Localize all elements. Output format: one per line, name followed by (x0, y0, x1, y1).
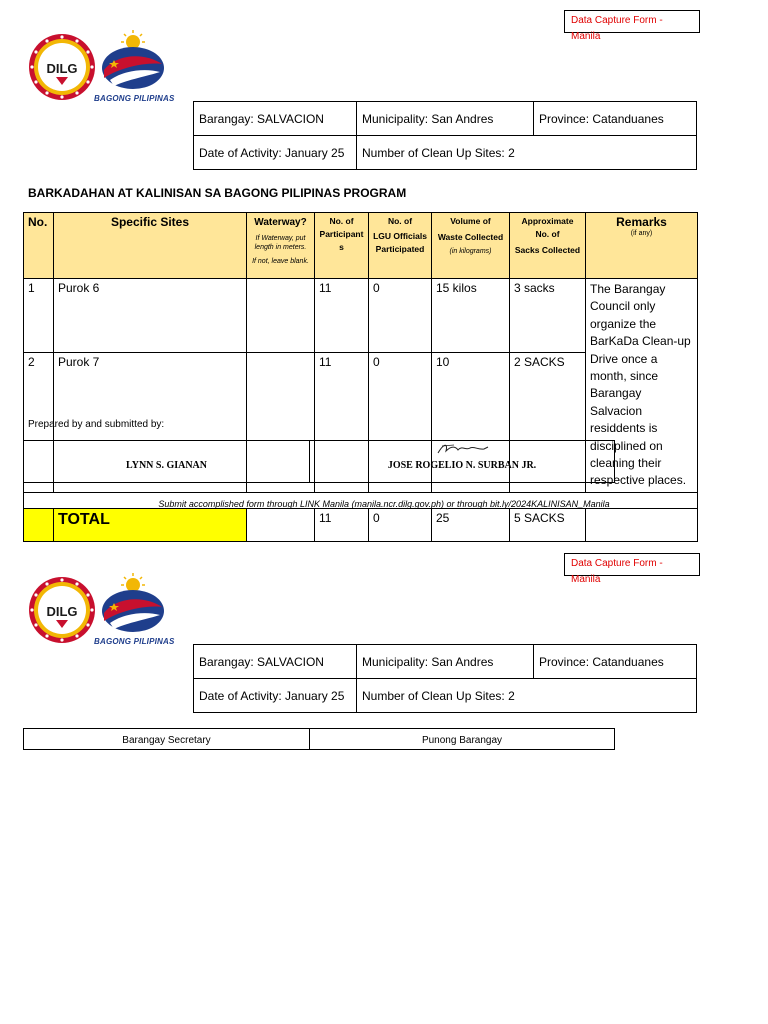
header-lgu: No. of LGU Officials Participated (369, 213, 432, 279)
header-participants: No. of Participant s (315, 213, 369, 279)
signatory-right: JOSE ROGELIO N. SURBAN JR. (310, 441, 615, 483)
sites-count-cell-2: Number of Clean Up Sites: 2 (357, 679, 697, 713)
date-cell: Date of Activity: January 25 (194, 136, 357, 170)
total-label: TOTAL (54, 508, 247, 541)
form-tag: Data Capture Form - Manila (564, 10, 700, 33)
role-left: Barangay Secretary (24, 729, 310, 750)
cleanup-table (23, 212, 698, 542)
program-title: BARKADAHAN AT KALINISAN SA BAGONG PILIPINAS PROGRAM (28, 186, 407, 200)
svg-text:DILG: DILG (46, 604, 78, 619)
bagong-pilipinas-logo-2 (100, 573, 166, 640)
bagong-pilipinas-logo (100, 30, 166, 97)
header-waterway (247, 213, 315, 279)
province-cell: Province: Catanduanes (534, 102, 697, 136)
remarks-cell: The Barangay Council only organize the BarKaDa Clean-up Drive once a month, since Barangay Salvacion residdents is disciplined on cleaning their respective places. (586, 279, 698, 493)
total-row: TOTAL 11 0 25 5 SACKS (24, 508, 698, 541)
sites-count-cell: Number of Clean Up Sites: 2 (357, 136, 697, 170)
header-remarks: Remarks (if any) (586, 213, 698, 279)
role-right: Punong Barangay (310, 729, 615, 750)
header-volume: Volume of Waste Collected (in kilograms) (432, 213, 510, 279)
waterway-note-1: If Waterway, put length in meters. (254, 234, 307, 251)
submit-note: Submit accomplished form through LINK Manila (manila.ncr.dilg.gov.ph) or through bit.ly/2024KALINISAN_Manila (158, 499, 610, 509)
date-cell-2: Date of Activity: January 25 (194, 679, 357, 713)
municipality-cell: Municipality: San Andres (357, 102, 534, 136)
role-table (23, 728, 615, 750)
location-info-table (193, 101, 697, 170)
table-header-row (24, 213, 698, 279)
municipality-cell-2: Municipality: San Andres (357, 645, 534, 679)
signatory-left: LYNN S. GIANAN (24, 441, 310, 483)
form-tag-2: Data Capture Form - Manila (564, 553, 700, 576)
barangay-cell-2: Barangay: SALVACION (194, 645, 357, 679)
bagong-pilipinas-label-2: BAGONG PILIPINAS (94, 637, 175, 646)
province-cell-2: Province: Catanduanes (534, 645, 697, 679)
table-row: 1 Purok 6 11 0 15 kilos 3 sacks The Barangay Council only organize the BarKaDa Clean-up Drive once a month, since Barangay Salvacion residdents is disciplined on cleaning their respective places. (24, 279, 698, 353)
prepared-by-label: Prepared by and submitted by: (28, 419, 165, 430)
signatory-table (23, 440, 615, 483)
bagong-pilipinas-label: BAGONG PILIPINAS (94, 94, 175, 103)
header-no: No. (24, 213, 54, 279)
svg-text:DILG: DILG (46, 61, 78, 76)
dilg-logo-2 (28, 576, 96, 649)
signature-image (434, 441, 492, 459)
dilg-logo (28, 33, 96, 106)
table-row: 2 Purok 7 11 0 10 2 SACKS (24, 353, 698, 493)
barangay-cell: Barangay: SALVACION (194, 102, 357, 136)
location-info-table-2 (193, 644, 697, 713)
header-sites: Specific Sites (54, 213, 247, 279)
waterway-note-2: If not, leave blank. (252, 257, 309, 265)
waterway-label: Waterway? (254, 217, 307, 228)
header-sacks: Approximate No. of Sacks Collected (510, 213, 586, 279)
